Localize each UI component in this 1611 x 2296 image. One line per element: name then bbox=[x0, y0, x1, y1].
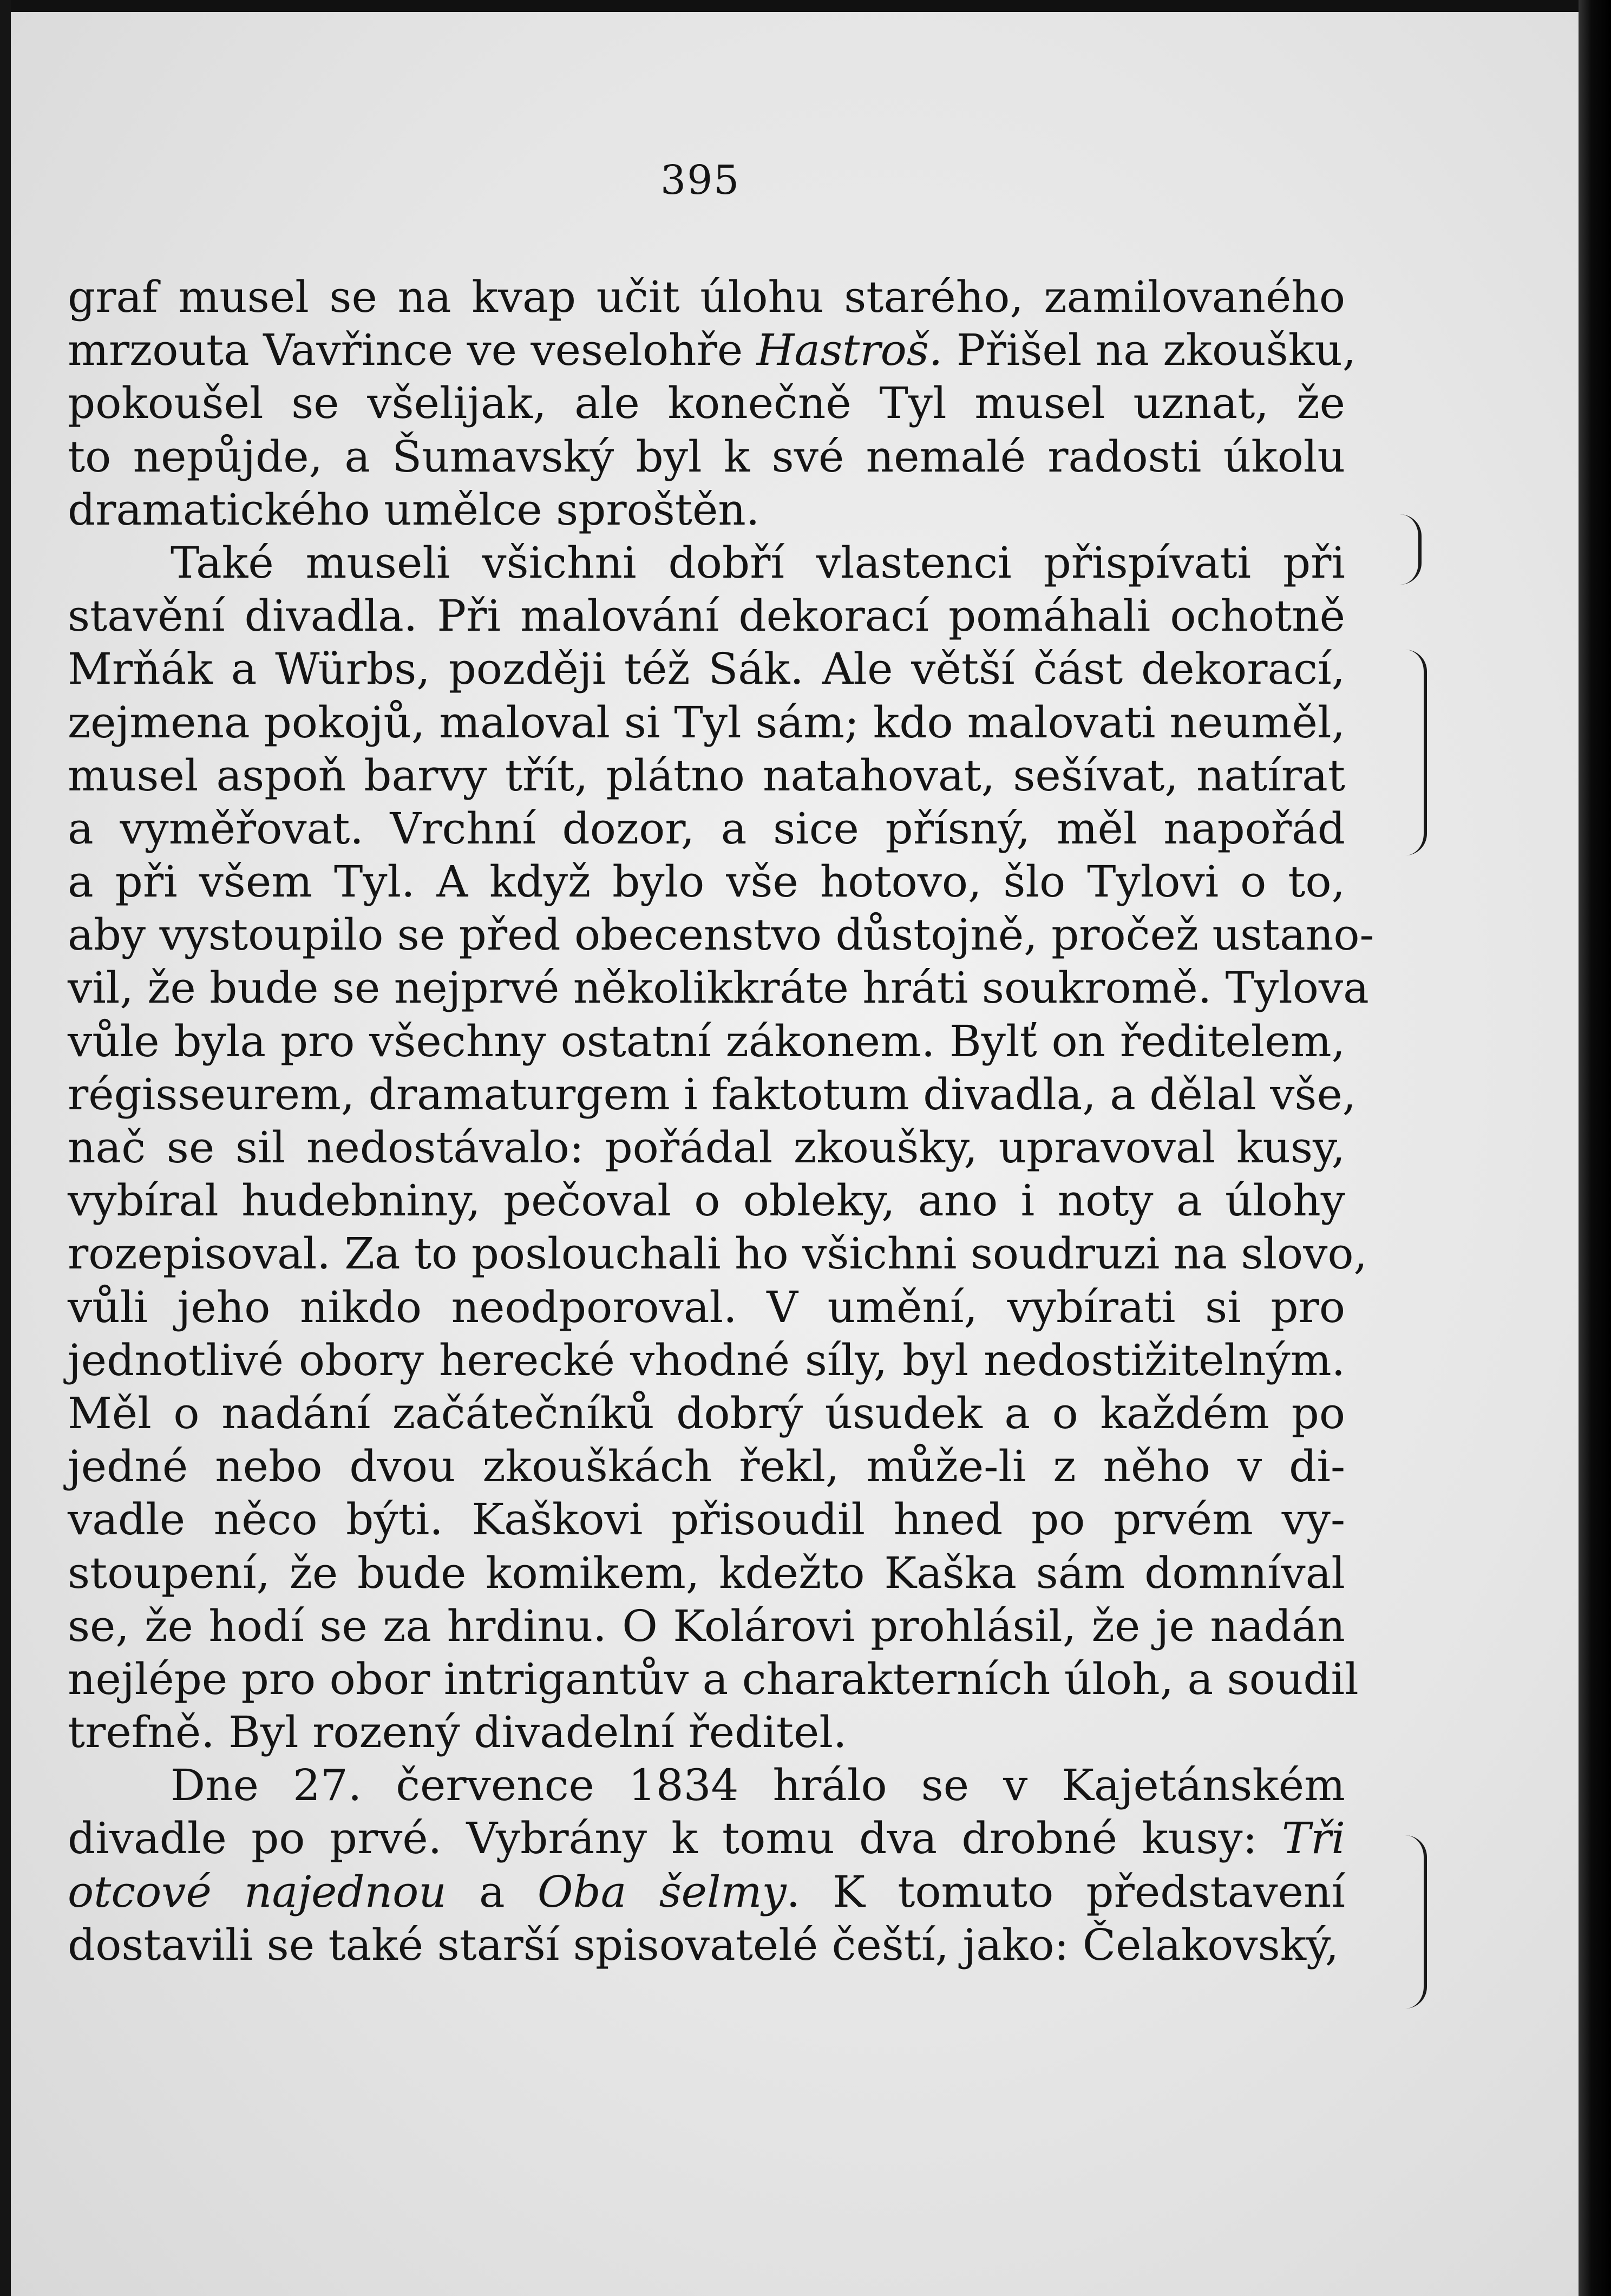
margin-pencil-mark bbox=[1391, 650, 1427, 855]
scan-right-edge bbox=[1579, 0, 1611, 2296]
text-line: mrzouta Vavřince ve veselohře Hastroš. Přišel na zkoušku, bbox=[68, 325, 1357, 376]
text-line: jednotlivé obory herecké vhodné síly, byl nedostižitelným. bbox=[68, 1335, 1345, 1385]
text-line: a vyměřovat. Vrchní dozor, a sice přísný, měl napořád bbox=[68, 803, 1345, 854]
text-line: a při všem Tyl. A když bylo vše hotovo, šlo Tylovi o to, bbox=[68, 856, 1345, 907]
text-line: régisseurem, dramaturgem i faktotum divadla, a dělal vše, bbox=[68, 1069, 1357, 1120]
text-line: se, že hodí se za hrdinu. O Kolárovi prohlásil, že je nadán bbox=[68, 1600, 1345, 1651]
scan-top-edge bbox=[0, 0, 1611, 12]
page-number: 395 bbox=[660, 157, 741, 204]
text-line: pokoušel se všelijak, ale konečně Tyl musel uznat, že bbox=[68, 378, 1345, 429]
text-line: stoupení, že bude komikem, kdežto Kaška sám domníval bbox=[68, 1547, 1345, 1598]
margin-pencil-mark bbox=[1397, 514, 1422, 585]
text-line: dostavili se také starší spisovatelé čeští, jako: Čelakovský, bbox=[68, 1919, 1339, 1970]
text-line: Dne 27. července 1834 hrálo se v Kajetánském bbox=[171, 1760, 1345, 1811]
text-line: otcové najednou a Oba šelmy. K tomuto představení bbox=[68, 1866, 1345, 1917]
text-line: to nepůjde, a Šumavský byl k své nemalé radosti úkolu bbox=[68, 431, 1345, 482]
text-line: Také museli všichni dobří vlastenci přispívati při bbox=[171, 537, 1345, 588]
text-line: nejlépe pro obor intrigantův a charakterních úloh, a soudil bbox=[68, 1653, 1359, 1704]
text-line: rozepisoval. Za to poslouchali ho všichni soudruzi na slovo, bbox=[68, 1228, 1367, 1279]
text-line: dramatického umělce sproštěn. bbox=[68, 484, 760, 535]
body-text bbox=[68, 271, 1374, 1972]
text-line: jedné nebo dvou zkouškách řekl, může-li z něho v di- bbox=[68, 1441, 1345, 1492]
text-line: aby vystoupilo se před obecenstvo důstojně, pročež ustano- bbox=[68, 910, 1374, 960]
text-line: vil, že bude se nejprvé několikkráte hráti soukromě. Tylova bbox=[68, 963, 1369, 1013]
margin-pencil-mark bbox=[1391, 1835, 1427, 2009]
text-line: vůle byla pro všechny ostatní zákonem. Bylť on ředitelem, bbox=[68, 1016, 1345, 1067]
text-line: stavění divadla. Při malování dekorací pomáhali ochotně bbox=[68, 591, 1345, 642]
text-line: vybíral hudebniny, pečoval o obleky, ano i noty a úlohy bbox=[68, 1175, 1345, 1226]
text-line: musel aspoň barvy třít, plátno natahovat, sešívat, natírat bbox=[68, 750, 1345, 801]
text-line: Mrňák a Würbs, později též Sák. Ale větší část dekorací, bbox=[68, 644, 1345, 695]
text-line: trefně. Byl rozený divadelní ředitel. bbox=[68, 1707, 847, 1758]
text-line: vadle něco býti. Kaškovi přisoudil hned po prvém vy- bbox=[68, 1494, 1345, 1545]
scan-left-edge bbox=[0, 0, 11, 2296]
text-line: divadle po prvé. Vybrány k tomu dva drobné kusy: Tři bbox=[68, 1813, 1345, 1864]
text-line: graf musel se na kvap učit úlohu starého, zamilovaného bbox=[68, 272, 1345, 322]
text-line: nač se sil nedostávalo: pořádal zkoušky, upravoval kusy, bbox=[68, 1122, 1345, 1173]
text-line: vůli jeho nikdo neodporoval. V umění, vybírati si pro bbox=[68, 1281, 1345, 1332]
text-line: Měl o nadání začátečníků dobrý úsudek a o každém po bbox=[68, 1388, 1345, 1438]
text-line: zejmena pokojů, maloval si Tyl sám; kdo malovati neuměl, bbox=[68, 697, 1345, 748]
